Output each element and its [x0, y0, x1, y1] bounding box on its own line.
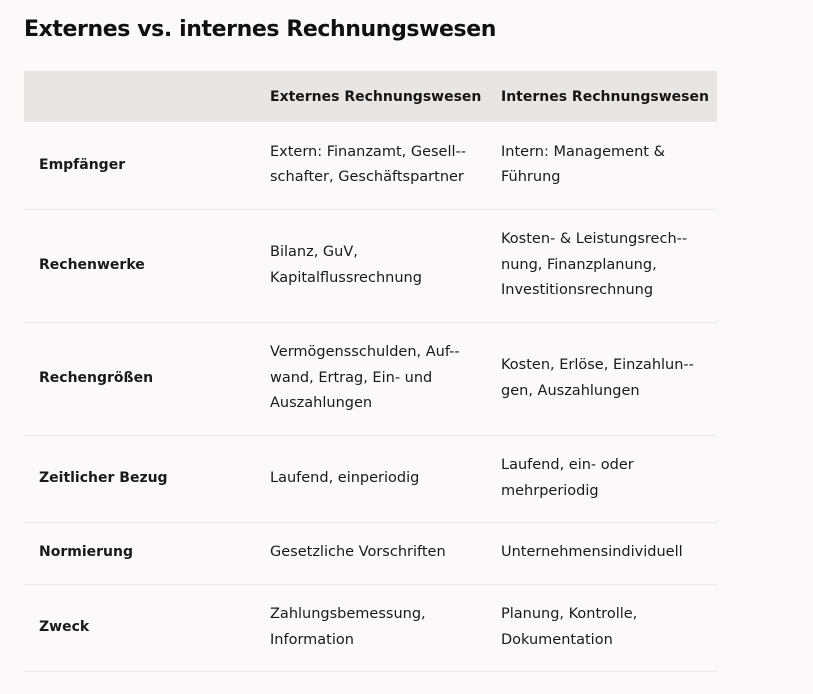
page-title: Externes vs. internes Rechnungswesen	[24, 17, 497, 42]
row-label: Empfänger	[39, 156, 126, 173]
internal-cell: Kosten, Erlöse, Einzahlun-gen, Auszahlungen	[501, 357, 694, 399]
internal-cell: Laufend, ein- oder mehrperiodig	[501, 457, 634, 499]
table-row	[24, 122, 717, 209]
table-row	[24, 435, 717, 522]
row-label: Zweck	[39, 618, 90, 635]
table-row	[24, 322, 717, 435]
row-label: Normierung	[39, 544, 133, 561]
external-cell: Laufend, einperiodig	[270, 469, 420, 486]
internal-cell: Planung, Kontrolle, Dokumentation	[501, 606, 638, 648]
external-cell: Gesetzliche Vorschriften	[270, 544, 446, 561]
table-header-row	[24, 71, 717, 122]
external-cell: Extern: Finanzamt, Gesell-schafter, Geschäftspartner	[270, 143, 466, 186]
internal-cell: Intern: Management & Führung	[501, 143, 665, 186]
table-row	[24, 522, 717, 584]
row-label: Zeitlicher Bezug	[39, 469, 168, 486]
row-label: Rechengrößen	[39, 369, 154, 386]
external-cell: Vermögensschulden, Auf-wand, Ertrag, Ein- und Auszahlungen	[270, 344, 460, 412]
header-external: Externes Rechnungswesen	[270, 88, 482, 105]
internal-cell: Kosten- & Leistungsrech-nung, Finanzplanung, Investitionsrechnung	[501, 231, 688, 299]
header-internal: Internes Rechnungswesen	[501, 88, 709, 105]
header-empty	[24, 71, 255, 122]
external-cell: Zahlungsbemessung, Information	[270, 606, 426, 648]
row-label: Rechenwerke	[39, 256, 145, 273]
comparison-table	[24, 71, 717, 672]
external-cell: Bilanz, GuV, Kapitalflussrechnung	[270, 244, 422, 286]
table-row	[24, 584, 717, 671]
table-row	[24, 209, 717, 322]
internal-cell: Unternehmensindividuell	[501, 544, 683, 561]
